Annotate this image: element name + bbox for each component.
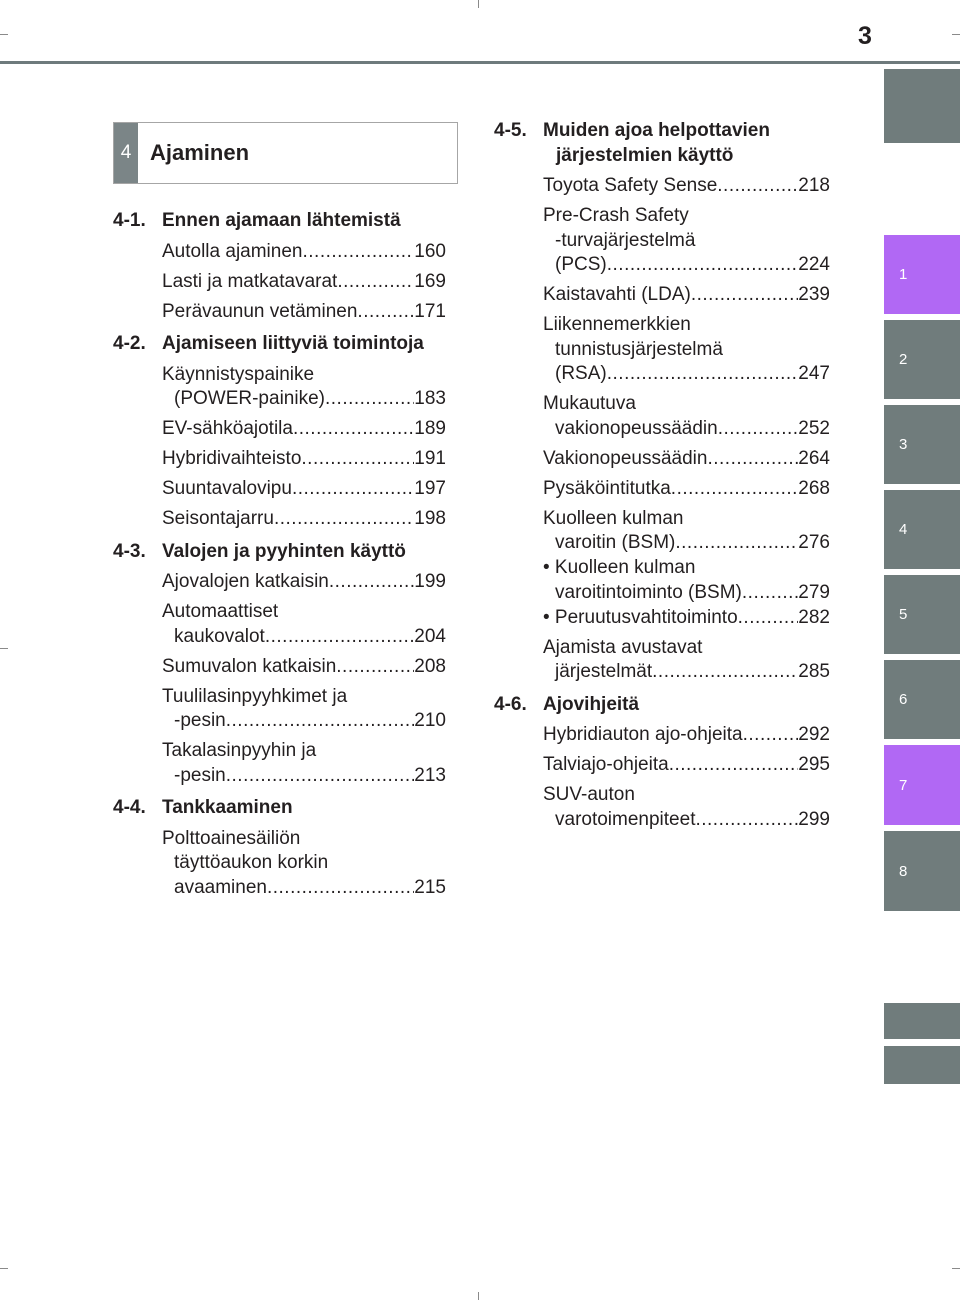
chapter-tab-8[interactable]: 8 [884,831,960,911]
toc-entry-text: Seisontajarru [162,508,274,529]
toc-section-title: Muiden ajoa helpottavien järjestelmien käyttö [543,120,770,166]
toc-entry-row [543,477,830,502]
toc-entry-row [162,625,446,650]
toc-entry-row [543,723,830,748]
toc-section-title: Ajamiseen liittyviä toimintoja [162,333,424,354]
toc-page-number: 239 [798,284,830,305]
toc-entry-row [162,387,446,412]
toc-entry[interactable] [162,477,446,502]
toc-entry-text: (POWER-painike) [174,388,325,409]
toc-page-number: 276 [798,532,830,553]
toc-page-number: 299 [798,808,830,830]
toc-entry-row [543,606,830,631]
toc-entry-text: Autolla ajaminen [162,240,303,262]
toc-entry[interactable] [543,313,830,387]
toc-page-number: 285 [798,661,830,682]
toc-entry-text: Toyota Safety Sense [543,175,718,196]
toc-entry[interactable] [543,392,830,441]
toc-page-number: 295 [798,754,830,775]
toc-entry[interactable] [543,174,830,199]
toc-section-heading [113,209,446,234]
toc-entry[interactable] [162,685,446,734]
toc-leader-dots [607,362,799,387]
toc-page-number: 204 [414,625,446,647]
toc-entry[interactable] [543,204,830,278]
toc-entry-line: Liikennemerkkien [543,314,691,335]
toc-entry-line: Käynnistyspainike [162,363,315,385]
toc-page-number: 210 [414,710,446,731]
toc-leader-dots [738,606,799,631]
toc-entry-line: Mukautuva [543,393,636,414]
chapter-number: 4 [114,123,138,183]
toc-entry-row [162,447,446,472]
toc-entry[interactable] [162,363,446,412]
chapter-tab-1[interactable]: 1 [884,235,960,314]
toc-leader-dots [325,387,414,412]
toc-entry-line: Polttoainesäiliön [162,827,301,849]
toc-page-number: 208 [414,655,446,677]
toc-leader-dots [301,447,414,472]
toc-entry-row [543,753,830,778]
crop-mark [0,648,8,649]
toc-page-number: 171 [414,300,446,322]
toc-entry-line: -turvajärjestelmä [555,229,696,251]
toc-entry[interactable] [543,606,830,631]
header-rule [0,61,960,64]
toc-page-number: 189 [414,418,446,439]
toc-entry-row [543,531,830,556]
toc-entry-row [162,507,446,532]
toc-entry-row [543,362,830,387]
toc-leader-dots [357,300,414,325]
toc-entry-row [543,660,830,685]
toc-section-number: 4-6. [494,693,527,715]
toc-page-number: 199 [414,571,446,592]
chapter-tab-3[interactable]: 3 [884,405,960,484]
toc-leader-dots [671,477,799,502]
toc-entry-text: varotoimenpiteet [555,808,696,830]
toc-entry-text: vakionopeussäädin [555,417,718,439]
toc-leader-dots [336,655,414,680]
toc-leader-dots [669,753,799,778]
toc-entry-text: varoitin (BSM) [555,532,676,553]
toc-section-title: Ennen ajamaan lähtemistä [162,210,401,231]
toc-column-right [494,119,830,838]
toc-section-number: 4-5. [494,120,527,141]
toc-entry-row [162,240,446,265]
toc-page-number: 183 [414,388,446,409]
toc-entry-line: täyttöaukon korkin [174,852,329,873]
toc-entry-text: Vakionopeussäädin [543,447,708,469]
toc-entry[interactable] [162,417,446,442]
toc-entry-line: tunnistusjärjestelmä [555,338,723,360]
toc-page-number: 279 [798,581,830,603]
toc-section-title: Valojen ja pyyhinten käyttö [162,540,406,562]
toc-entry-line: Tuulilasinpyyhkimet ja [162,685,348,707]
toc-page-number: 198 [414,508,446,529]
crop-mark [478,0,479,8]
toc-leader-dots [675,531,798,556]
toc-section-number: 4-3. [113,540,146,562]
toc-entry-row [543,283,830,308]
toc-entry-row [162,270,446,295]
toc-entry-text: Lasti ja matkatavarat [162,270,338,292]
toc-section-title: Tankkaaminen [162,797,293,818]
toc-entry-row [543,417,830,442]
toc-entry-text: Kaistavahti (LDA) [543,284,691,305]
toc-page-number: 169 [414,270,446,292]
toc-page-number: 292 [798,724,830,745]
toc-leader-dots [226,764,415,789]
toc-page-number: 264 [798,447,830,469]
toc-page-number: 191 [414,448,446,469]
page-number: 3 [858,22,872,50]
toc-entry-row [162,300,446,325]
toc-entry[interactable] [543,753,830,778]
toc-leader-dots [742,581,798,606]
chapter-header [113,122,458,184]
toc-entry[interactable] [543,447,830,472]
toc-section-heading [494,693,830,718]
toc-page-number: 215 [414,876,446,898]
toc-entry-row [543,808,830,833]
toc-entry-row [543,447,830,472]
toc-leader-dots [718,417,799,442]
toc-entry-line: Kuolleen kulman [543,507,684,529]
toc-entry[interactable] [543,636,830,685]
toc-entry[interactable] [543,477,830,502]
toc-leader-dots [329,570,414,595]
toc-entry-text: Hybridiauton ajo-ohjeita [543,724,743,745]
toc-section-heading [494,119,830,168]
toc-entry-row [162,709,446,734]
toc-entry-line: Takalasinpyyhin ja [162,740,317,761]
toc-leader-dots [652,660,798,685]
toc-entry-text: -pesin [174,710,226,731]
toc-entry-text: (PCS) [555,254,607,275]
toc-entry-row [162,477,446,502]
toc-entry-text: -pesin [174,764,226,786]
chapter-tab-blank[interactable] [884,69,960,143]
toc-section-heading [113,332,446,357]
toc-leader-dots [607,253,799,278]
toc-leader-dots [292,477,414,502]
toc-leader-dots [293,417,414,442]
toc-entry-line: Automaattiset [162,601,279,622]
toc-entry[interactable] [162,270,446,295]
chapter-tab-7[interactable]: 7 [884,745,960,825]
toc-entry-text: Suuntavalovipu [162,478,292,499]
toc-leader-dots [302,240,414,265]
toc-entry-row [162,876,446,901]
toc-entry-row [543,174,830,199]
toc-entry[interactable] [162,570,446,595]
toc-leader-dots [691,283,798,308]
toc-leader-dots [337,270,414,295]
toc-entry-text: järjestelmät [555,661,653,682]
crop-mark [478,1292,479,1300]
chapter-tab-strip [884,0,960,1300]
toc-leader-dots [695,808,798,833]
toc-entry-line: • Kuolleen kulman [543,557,696,578]
toc-entry[interactable] [162,300,446,325]
toc-leader-dots [226,709,415,734]
toc-section-number: 4-2. [113,333,146,354]
toc-entry-row [543,581,830,606]
toc-entry-text: Sumuvalon katkaisin [162,655,337,677]
toc-entry[interactable] [162,507,446,532]
toc-entry[interactable] [543,783,830,832]
toc-entry[interactable] [162,447,446,472]
toc-entry-line: Ajamista avustavat [543,636,703,658]
toc-section-number: 4-1. [113,210,146,231]
toc-entry-text: Ajovalojen katkaisin [162,571,329,592]
toc-entry[interactable] [162,739,446,788]
toc-entry-row [162,764,446,789]
toc-entry-text: (RSA) [555,363,607,384]
toc-entry[interactable] [162,600,446,649]
toc-leader-dots [717,174,798,199]
chapter-tab-blank[interactable] [884,1046,960,1084]
toc-leader-dots [267,876,414,901]
toc-entry-text: • Peruutusvahtitoiminto [543,606,738,628]
toc-page-number: 268 [798,477,830,499]
toc-entry-text: Perävaunun vetäminen [162,300,358,322]
crop-mark [0,34,8,35]
toc-entry[interactable] [543,283,830,308]
toc-section-heading [113,796,446,821]
toc-page-number: 213 [414,764,446,786]
toc-entry[interactable] [162,655,446,680]
toc-section-title: Ajovihjeitä [543,693,640,715]
toc-entry-text: avaaminen [174,876,267,898]
toc-entry-row [543,253,830,278]
toc-column-left [113,209,446,906]
toc-section-heading [113,540,446,565]
toc-entry-text: Talviajo-ohjeita [543,754,669,775]
toc-entry-text: Pysäköintitutka [543,477,671,499]
toc-page-number: 218 [798,175,830,196]
toc-entry-line: SUV-auton [543,784,635,805]
toc-entry[interactable] [543,556,830,605]
chapter-tab-2[interactable]: 2 [884,320,960,399]
crop-mark [0,1268,8,1269]
toc-leader-dots [707,447,798,472]
toc-entry-row [162,570,446,595]
toc-page-number: 224 [798,254,830,275]
toc-entry[interactable] [162,827,446,901]
toc-page-number: 282 [798,606,830,628]
chapter-tab-4[interactable]: 4 [884,490,960,569]
toc-section-number: 4-4. [113,797,146,818]
toc-entry[interactable] [543,723,830,748]
toc-leader-dots [265,625,414,650]
chapter-title: Ajaminen [150,140,250,165]
chapter-tab-5[interactable]: 5 [884,575,960,654]
toc-entry-text: Hybridivaihteisto [162,448,302,469]
chapter-tab-6[interactable]: 6 [884,660,960,739]
toc-page-number: 247 [798,363,830,384]
toc-entry-text: kaukovalot [174,625,265,647]
chapter-tab-blank[interactable] [884,1003,960,1039]
toc-leader-dots [274,507,414,532]
toc-page-number: 160 [414,240,446,262]
toc-page-number: 252 [798,417,830,439]
toc-entry[interactable] [543,507,830,556]
toc-entry-row [162,655,446,680]
toc-page-number: 197 [414,478,446,499]
toc-leader-dots [743,723,799,748]
toc-entry-line: Pre-Crash Safety [543,205,689,226]
toc-entry[interactable] [162,240,446,265]
toc-entry-text: varoitintoiminto (BSM) [555,581,742,603]
toc-entry-text: EV-sähköajotila [162,418,293,439]
toc-entry-row [162,417,446,442]
